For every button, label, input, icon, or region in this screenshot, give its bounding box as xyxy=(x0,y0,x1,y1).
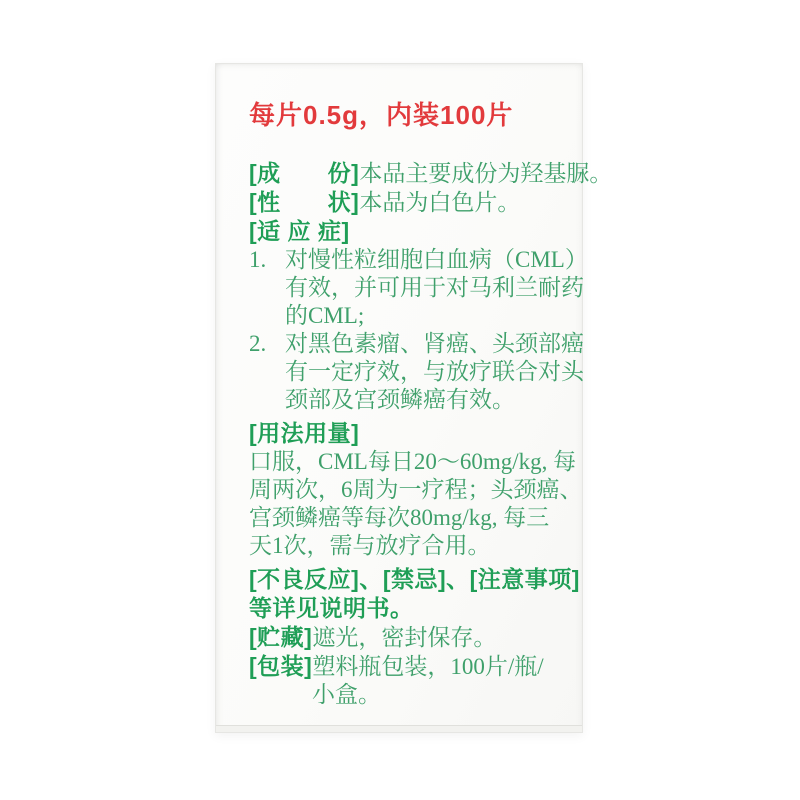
line-indication-2-cont xyxy=(249,358,584,386)
line-text: 本品为白色片。 xyxy=(359,190,521,215)
list-number: 2. xyxy=(249,331,267,356)
section-label: 等详见说明书。 xyxy=(249,595,414,621)
section-label: [贮藏] xyxy=(249,624,313,650)
line-packaging-cont xyxy=(249,681,561,709)
line-dosage-text xyxy=(249,532,561,560)
line-dosage-text xyxy=(249,504,561,532)
dose-strength-line: 每片0.5g，内装100片 xyxy=(249,100,514,130)
medicine-box-front-panel xyxy=(215,63,613,733)
line-ingredient xyxy=(249,159,613,188)
line-text: 对慢性粒细胞白血病（CML） xyxy=(285,247,588,272)
line-text: 周两次，6周为一疗程；头颈癌、 xyxy=(249,477,583,502)
line-text: 宫颈鳞癌等每次80mg/kg, 每三 xyxy=(249,505,550,530)
line-text: 有一定疗效，与放疗联合对头 xyxy=(285,359,584,384)
section-label: [成 份] xyxy=(249,160,360,186)
line-text: 塑料瓶包装，100片/瓶/ xyxy=(312,654,544,679)
carton-bottom-fold xyxy=(216,725,582,732)
line-text: 颈部及宫颈鳞癌有效。 xyxy=(285,387,515,412)
line-text: 小盒。 xyxy=(312,682,381,707)
label-text-block xyxy=(249,100,613,709)
section-label: [适 应 症] xyxy=(249,218,350,244)
line-packaging xyxy=(249,652,561,681)
list-number: 1. xyxy=(249,247,267,272)
line-text: 有效，并可用于对马利兰耐药 xyxy=(285,275,584,300)
line-adverse-reactions-heading xyxy=(249,565,580,594)
line-dosage-text xyxy=(249,448,577,476)
line-indication-2 xyxy=(249,330,584,358)
line-indication-1 xyxy=(249,246,588,274)
line-dosage-text xyxy=(249,476,583,504)
line-indication-2-cont xyxy=(249,386,561,414)
line-indication-1-cont xyxy=(249,302,561,330)
line-text: 对黑色素瘤、肾癌、头颈部癌 xyxy=(285,331,584,356)
section-label: [用法用量] xyxy=(249,420,360,446)
line-indications-heading xyxy=(249,217,561,246)
section-label: [不良反应]、[禁忌]、[注意事项] xyxy=(249,566,580,592)
line-text: 天1次，需与放疗合用。 xyxy=(249,533,491,558)
section-label: [性 状] xyxy=(249,189,360,215)
line-text: 遮光，密封保存。 xyxy=(312,625,497,650)
section-label: [包装] xyxy=(249,653,313,679)
line-text: 口服，CML每日20～60mg/kg, 每 xyxy=(249,449,577,474)
line-text: 本品主要成份为羟基脲。 xyxy=(359,161,613,186)
line-text: 的CML; xyxy=(285,303,365,328)
line-see-insert xyxy=(249,594,561,623)
line-indication-1-cont xyxy=(249,274,584,302)
line-storage xyxy=(249,623,561,652)
line-appearance xyxy=(249,188,561,217)
line-dosage-heading xyxy=(249,419,561,448)
